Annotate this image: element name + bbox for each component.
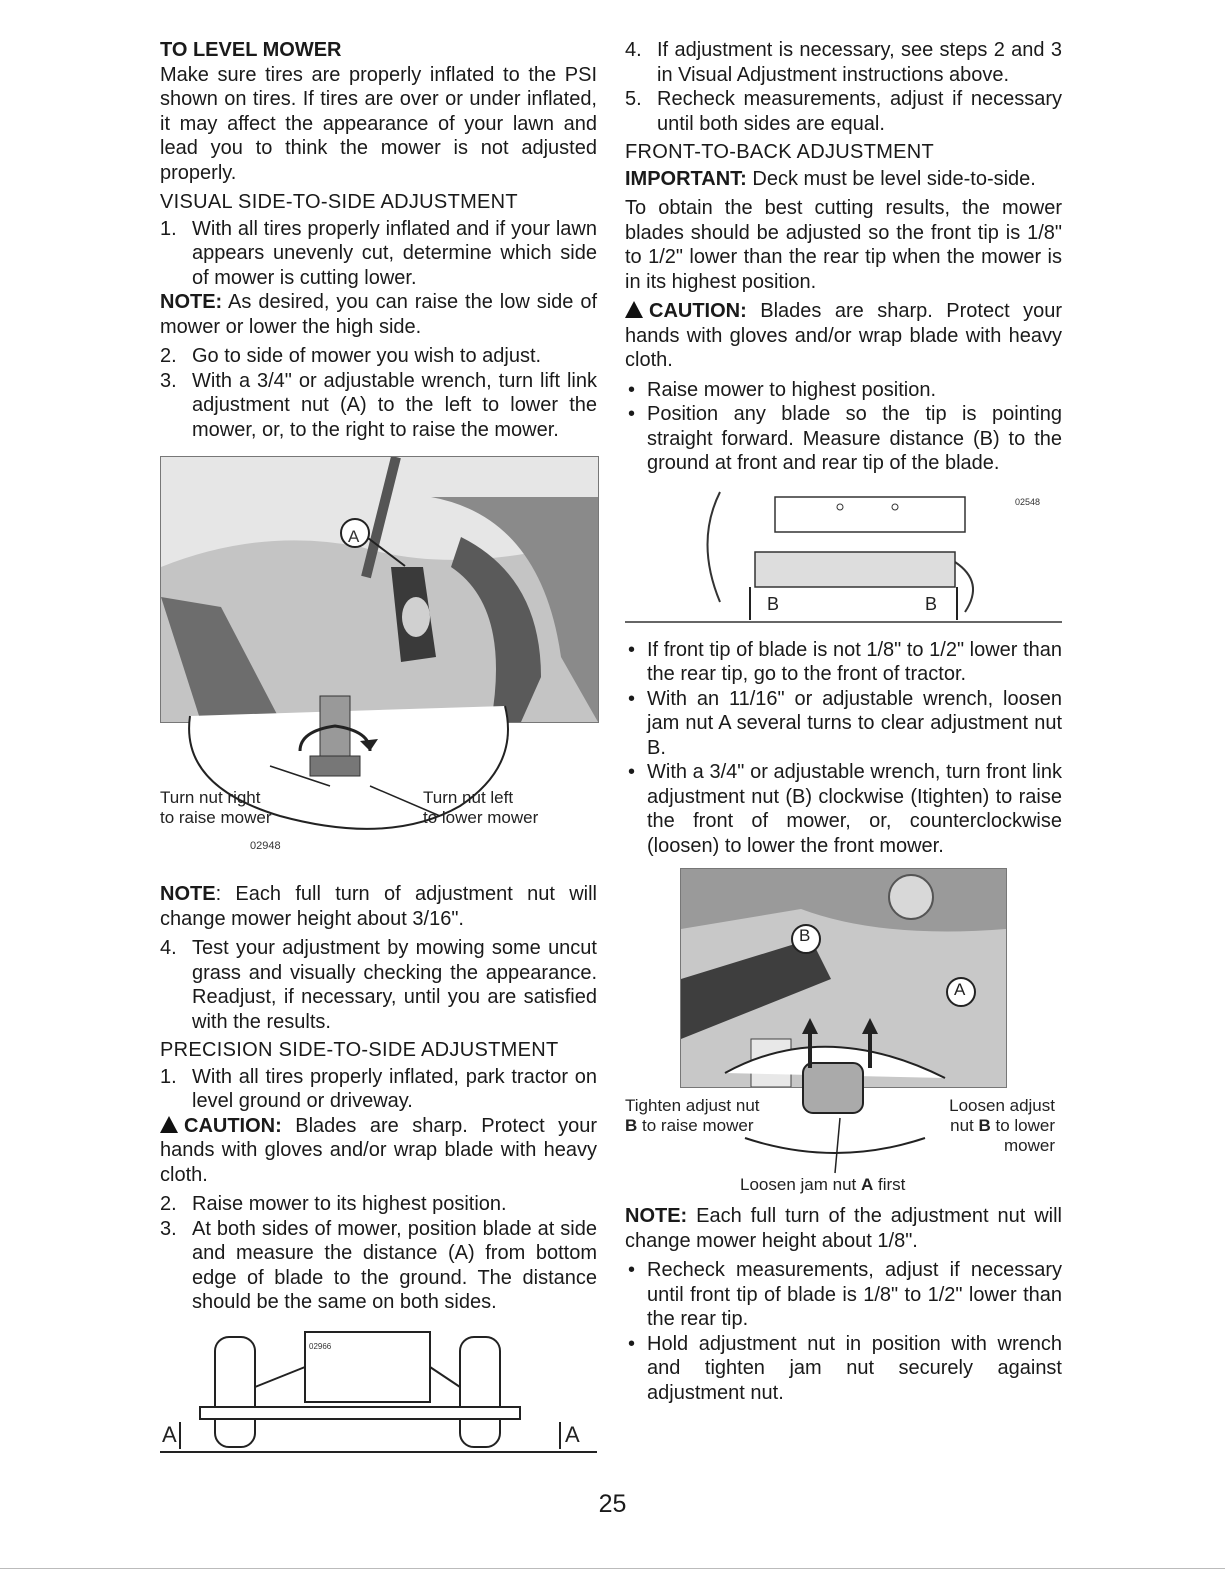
warning-icon bbox=[160, 1116, 178, 1133]
dimension-label-b-rear: B bbox=[925, 593, 938, 614]
right-column bbox=[625, 38, 1062, 1405]
callout-label-b: B bbox=[799, 926, 811, 945]
turn-right-caption: Turn nut right to raise mower bbox=[160, 788, 272, 827]
figure-code: 02548 bbox=[1015, 496, 1041, 507]
list-item: • Hold adjustment nut in position with wrench and tighten jam nut securely against adjustment nut. bbox=[628, 1332, 1062, 1404]
paragraph: To obtain the best cutting results, the mower blades should be adjusted so the front tip is 1/8" to 1/2" lower than the rear tip when the mower is in its highest position. bbox=[625, 197, 1062, 293]
caution: CAUTION: Blades are sharp. Protect your hands with gloves and/or wrap blade with heavy cloth. bbox=[625, 300, 1062, 371]
list-item: 2. Go to side of mower you wish to adjust. bbox=[160, 345, 542, 367]
precision-adjustment-heading: PRECISION SIDE-TO-SIDE ADJUSTMENT bbox=[160, 1039, 559, 1061]
dimension-label-a-left: A bbox=[162, 1421, 177, 1447]
list-item: 3. At both sides of mower, position blade at side and measure the distance (A) from bottom edge of blade to the ground. The distance should be the same on both sides. bbox=[160, 1217, 597, 1313]
blade-tip-figure bbox=[625, 482, 1062, 632]
note: NOTE: Each full turn of adjustment nut will change mower height about 3/16". bbox=[160, 883, 597, 930]
page-number: 25 bbox=[598, 1490, 627, 1518]
visual-adjustment-heading: VISUAL SIDE-TO-SIDE ADJUSTMENT bbox=[160, 191, 518, 213]
page-edge-line bbox=[0, 1568, 1225, 1569]
list-item: • Position any blade so the tip is pointing straight forward. Measure distance (B) to the ground at front and rear tip of the blade. bbox=[628, 403, 1062, 474]
figure-code: 02948 bbox=[250, 840, 281, 852]
loosen-caption: Loosen adjust nut B to lower mower bbox=[949, 1096, 1055, 1155]
dimension-label-b-front: B bbox=[767, 593, 780, 614]
tighten-caption: Tighten adjust nut B to raise mower bbox=[625, 1096, 760, 1135]
lift-link-figure bbox=[160, 456, 597, 876]
list-item: 4. Test your adjustment by mowing some uncut grass and visually checking the appearance. Readjust, if necessary, until you are satisfied with the results. bbox=[160, 937, 597, 1033]
list-item: • If front tip of blade is not 1/8" to 1/2" lower than the rear tip, go to the front of tractor. bbox=[628, 638, 1062, 685]
intro-paragraph: Make sure tires are properly inflated to the PSI shown on tires. If tires are over or under inflated, it may affect the appearance of your lawn and lead you to think the mower is not adjusted properly. bbox=[160, 63, 597, 184]
section-heading: TO LEVEL MOWER bbox=[160, 39, 342, 61]
figure-code: 02966 bbox=[309, 1341, 332, 1351]
callout-label-a: A bbox=[348, 527, 360, 546]
caution: CAUTION: Blades are sharp. Protect your hands with gloves and/or wrap blade with heavy cloth. bbox=[160, 1114, 597, 1186]
list-item: • With a 3/4" or adjustable wrench, turn front link adjustment nut (B) clockwise (Itighten) to raise the front of mower, or, counterclockwise (loosen) to lower the front mower. bbox=[628, 761, 1062, 857]
list-item: 3. With a 3/4" or adjustable wrench, turn lift link adjustment nut (A) to the left to lower the mower, or, to the right to raise the mower. bbox=[160, 369, 597, 441]
left-column bbox=[160, 38, 597, 1468]
blade-tip-diagram bbox=[625, 482, 1062, 632]
list-item: • Recheck measurements, adjust if necessary until front tip of blade is 1/8" to 1/2" lower than the rear tip. bbox=[628, 1259, 1062, 1330]
note: NOTE: Each full turn of the adjustment nut will change mower height about 1/8". bbox=[625, 1205, 1062, 1252]
dimension-label-a-right: A bbox=[565, 1421, 580, 1447]
front-link-figure bbox=[625, 868, 1062, 1198]
list-item: • With an 11/16" or adjustable wrench, loosen jam nut A several turns to clear adjustment nut B. bbox=[628, 687, 1062, 759]
callout-label-a: A bbox=[954, 980, 966, 999]
note: NOTE: As desired, you can raise the low side of mower or lower the high side. bbox=[160, 291, 597, 338]
list-item: • Raise mower to highest position. bbox=[628, 378, 937, 401]
list-item: 5. Recheck measurements, adjust if necessary until both sides are equal. bbox=[625, 88, 1062, 135]
list-item: 2. Raise mower to its highest position. bbox=[160, 1193, 507, 1215]
list-item: 1. With all tires properly inflated, park tractor on level ground or driveway. bbox=[160, 1065, 597, 1112]
blade-height-figure bbox=[160, 1327, 597, 1462]
blade-height-diagram bbox=[160, 1327, 597, 1462]
list-item: 4. If adjustment is necessary, see steps 2 and 3 in Visual Adjustment instructions above. bbox=[625, 39, 1062, 86]
list-item: 1. With all tires properly inflated and if your lawn appears unevenly cut, determine which side of mower is cutting lower. bbox=[160, 217, 597, 289]
important-note: IMPORTANT: Deck must be level side-to-side. bbox=[625, 167, 1036, 190]
warning-icon bbox=[625, 301, 643, 318]
turn-left-caption: Turn nut left to lower mower bbox=[423, 788, 539, 827]
jam-nut-caption: Loosen jam nut A first bbox=[740, 1175, 906, 1194]
front-to-back-heading: FRONT-TO-BACK ADJUSTMENT bbox=[625, 141, 935, 163]
